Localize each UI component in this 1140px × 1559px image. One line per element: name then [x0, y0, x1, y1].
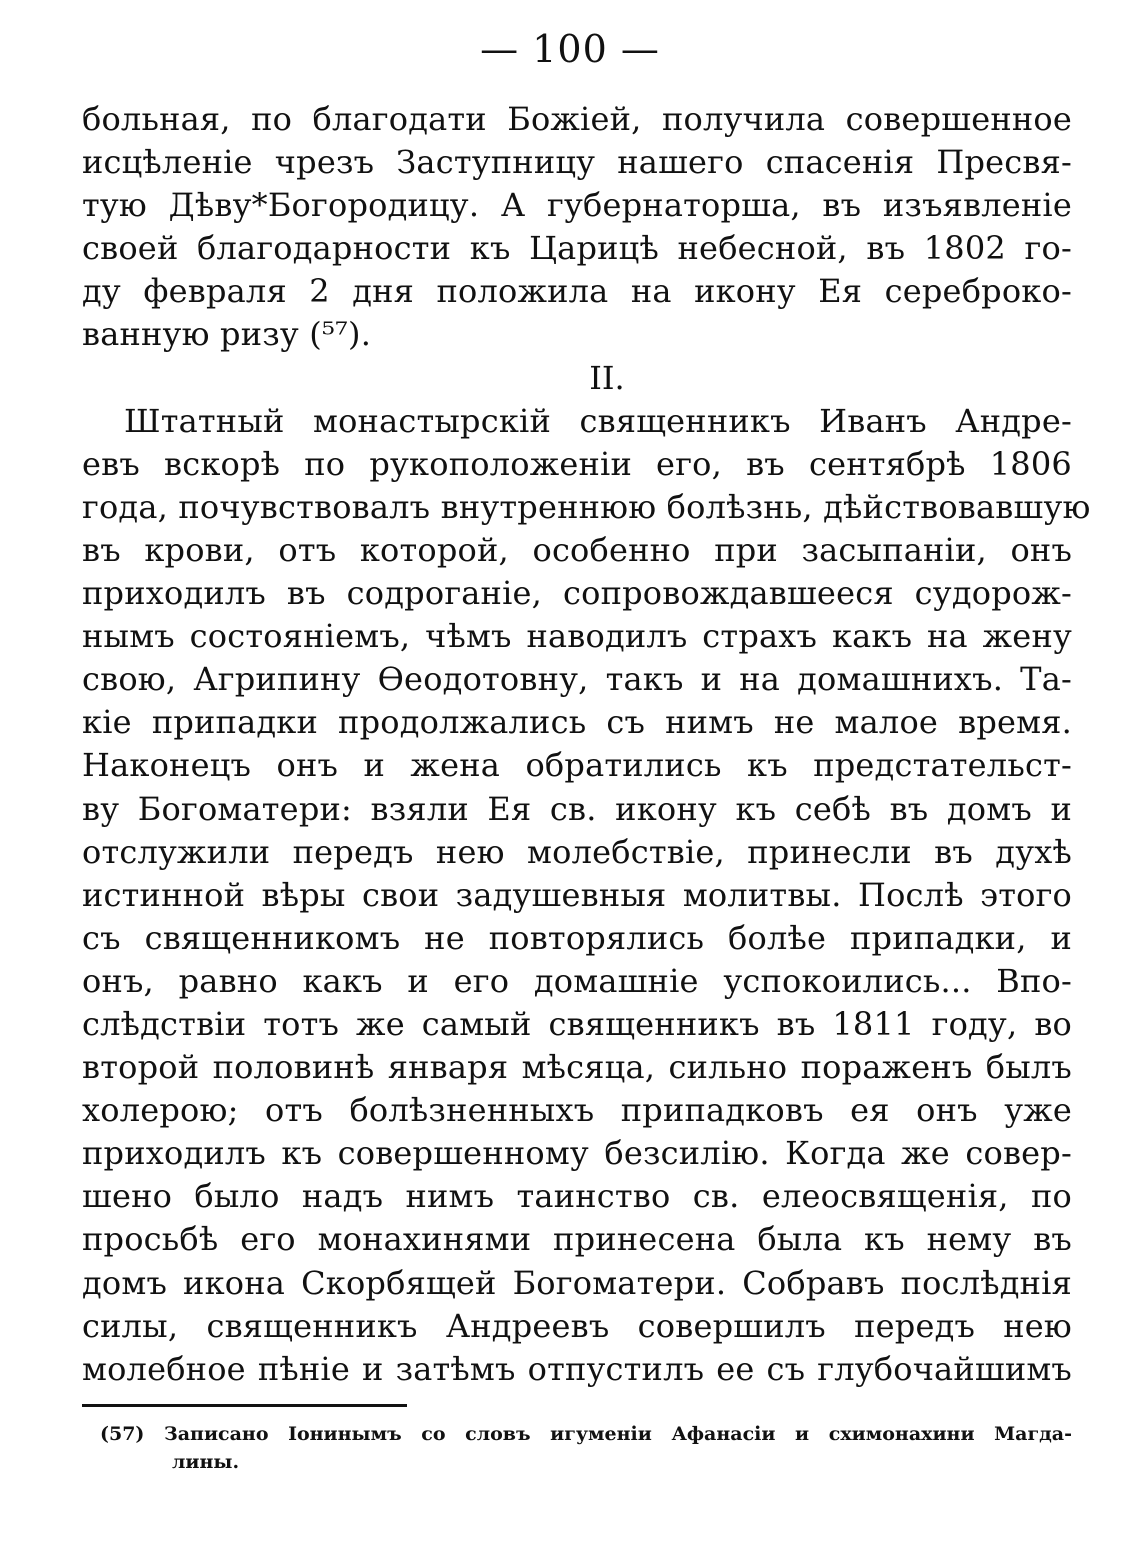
- text-line: приходилъ къ совершенному безсилію. Когда же совер-: [82, 1134, 1072, 1173]
- text-line: домъ икона Скорбящей Богоматери. Собравъ послѣднія: [82, 1263, 1072, 1302]
- text-line: молебное пѣніе и затѣмъ отпустилъ ее съ глубочайшимъ: [82, 1349, 1072, 1388]
- text-line: силы, священникъ Андреевъ совершилъ передъ нею: [82, 1306, 1072, 1345]
- body-text: [82, 98, 1091, 1391]
- text-line: второй половинѣ января мѣсяца, сильно пораженъ былъ: [82, 1048, 1072, 1087]
- text-line: шено было надъ нимъ таинство св. елеосвященія, по: [82, 1177, 1072, 1216]
- text-line: приходилъ въ содроганіе, сопровождавшееся судорож-: [82, 574, 1072, 613]
- text-line: своей благодарности къ Царицѣ небесной, въ 1802 го-: [82, 229, 1072, 268]
- text-line: кіе припадки продолжались съ нимъ не малое время.: [82, 703, 1072, 742]
- text-line: Штатный монастырскій священникъ Иванъ Андре-: [124, 401, 1072, 440]
- text-line: холерою; отъ болѣзненныхъ припадковъ ея онъ уже: [82, 1091, 1072, 1130]
- text-line: отслужили передъ нею молебствіе, принесли въ духѣ: [82, 832, 1072, 871]
- text-line: истинной вѣры свои задушевныя молитвы. Послѣ этого: [82, 875, 1072, 914]
- text-line: больная, по благодати Божіей, получила совершенное: [82, 100, 1072, 138]
- paragraph-1: [82, 98, 1072, 357]
- text-line: ву Богоматери: взяли Ея св. икону къ себѣ въ домъ и: [82, 789, 1072, 828]
- text-line: исцѣленіе чрезъ Заступницу нашего спасенія Пресвя-: [82, 143, 1072, 182]
- footnote: [82, 1420, 1072, 1476]
- footnote-line: лины.: [172, 1451, 240, 1473]
- text-line: нымъ состояніемъ, чѣмъ наводилъ страхъ какъ на жену: [82, 617, 1072, 656]
- footnote-divider: [82, 1404, 407, 1407]
- text-line: просьбѣ его монахинями принесена была къ нему въ: [82, 1220, 1072, 1259]
- text-line: ванную ризу (⁵⁷).: [82, 315, 372, 354]
- text-line: слѣдствіи тотъ же самый священникъ въ 1811 году, во: [82, 1004, 1072, 1043]
- section-heading: II.: [589, 358, 625, 397]
- text-line: Наконецъ онъ и жена обратились къ предстательст-: [82, 746, 1072, 785]
- footnote-line: (57) Записано Іонинымъ со словъ игуменіи Афанасіи и схимонахини Магда-: [100, 1423, 1072, 1445]
- text-line: онъ, равно какъ и его домашніе успокоились... Впо-: [82, 961, 1072, 1000]
- text-line: свою, Агрипину Ѳеодотовну, такъ и на домашнихъ. Та-: [82, 660, 1072, 699]
- text-line: въ крови, отъ которой, особенно при засыпаніи, онъ: [82, 530, 1072, 569]
- page-number: — 100 —: [480, 27, 660, 71]
- paragraph-2: [82, 400, 1091, 1391]
- text-line: ду февраля 2 дня положила на икону Ея сереброко-: [82, 272, 1072, 311]
- text-line: года, почувствовалъ внутреннюю болѣзнь, дѣйствовавшую: [82, 487, 1091, 526]
- text-line: евъ вскорѣ по рукоположеніи его, въ сентябрѣ 1806: [82, 444, 1072, 483]
- text-line: съ священникомъ не повторялись болѣе припадки, и: [82, 918, 1072, 957]
- text-line: тую Дѣву*Богородицу. А губернаторша, въ изъявленіе: [82, 186, 1072, 225]
